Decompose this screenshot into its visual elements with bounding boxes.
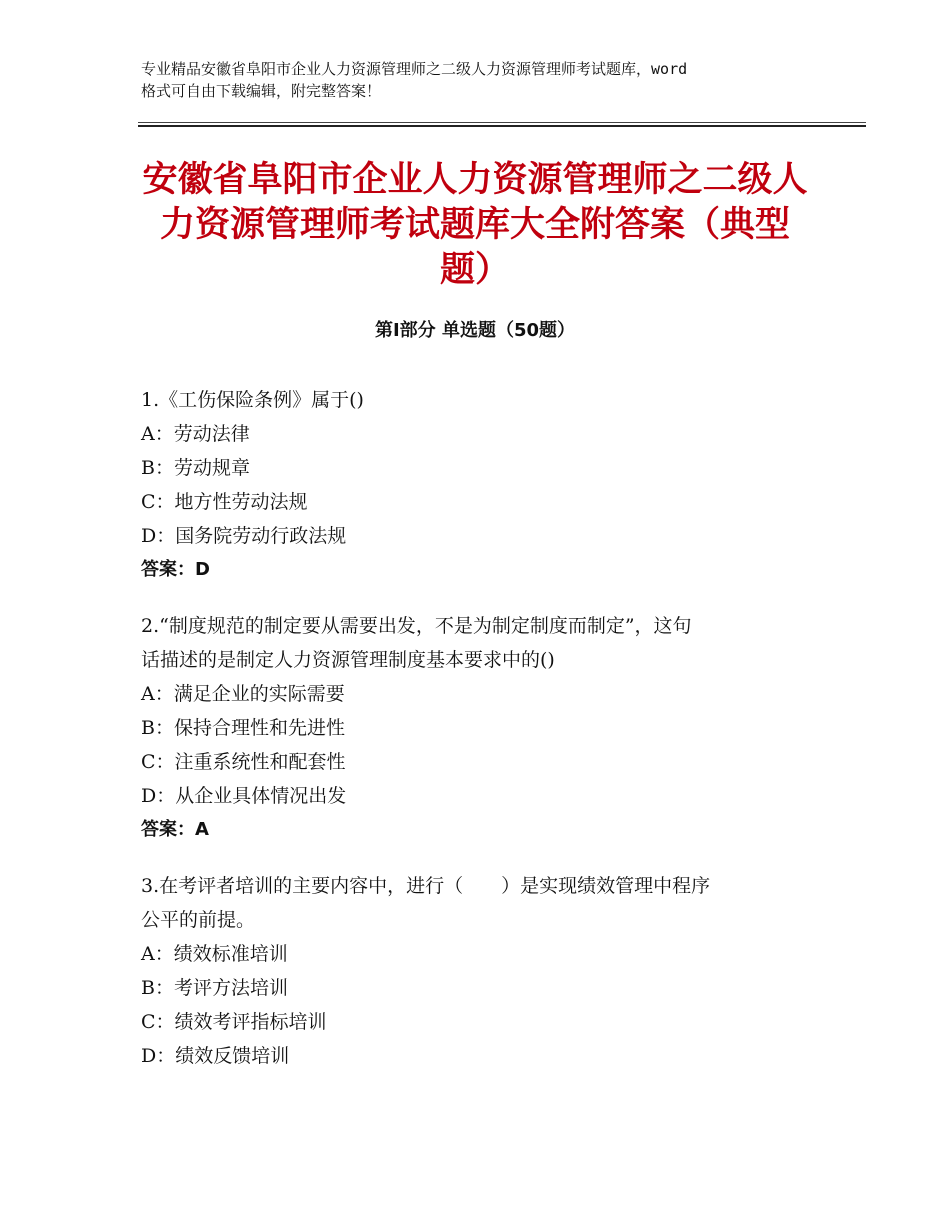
question-2-option-d: D：从企业具体情况出发	[141, 785, 347, 807]
question-2-text-line-2: 话描述的是制定人力资源管理制度基本要求中的()	[141, 649, 555, 671]
section-heading: 第Ⅰ部分 单选题（50题）	[374, 320, 575, 341]
question-3-option-c: C：绩效考评指标培训	[141, 1011, 327, 1033]
header-divider-thick	[138, 125, 866, 127]
header-divider-thin	[138, 122, 866, 123]
question-1-option-b: B：劳动规章	[141, 457, 250, 479]
document-title-line-2: 力资源管理师考试题库大全附答案（典型	[159, 205, 790, 245]
question-1-option-a: A：劳动法律	[141, 423, 250, 445]
question-3-option-d: D：绩效反馈培训	[141, 1045, 290, 1067]
document-title	[130, 158, 820, 293]
question-3-option-a: A：绩效标准培训	[141, 943, 288, 965]
header-note-line-2: 格式可自由下载编辑，附完整答案！	[141, 82, 382, 100]
question-3-text-line-2: 公平的前提。	[141, 909, 256, 931]
question-3-option-b: B：考评方法培训	[141, 977, 288, 999]
question-3	[141, 869, 821, 1073]
header-note-line-1: 专业精品安徽省阜阳市企业人力资源管理师之二级人力资源管理师考试题库，word	[141, 60, 688, 78]
question-2	[141, 609, 821, 847]
question-2-text-line-1: 2.“制度规范的制定要从需要出发，不是为制定制度而制定”，这句	[141, 615, 692, 637]
document-title-line-1: 安徽省阜阳市企业人力资源管理师之二级人	[142, 160, 808, 200]
question-1-text: 1.《工伤保险条例》属于()	[141, 389, 364, 411]
question-list	[141, 383, 821, 1095]
header-note	[141, 58, 821, 102]
question-1	[141, 383, 821, 587]
question-2-option-c: C：注重系统性和配套性	[141, 751, 346, 773]
question-2-option-b: B：保持合理性和先进性	[141, 717, 345, 739]
question-1-answer: 答案：D	[141, 559, 210, 580]
question-3-text-line-1: 3.在考评者培训的主要内容中，进行（ ）是实现绩效管理中程序	[141, 875, 711, 897]
question-2-option-a: A：满足企业的实际需要	[141, 683, 345, 705]
question-1-option-c: C：地方性劳动法规	[141, 491, 308, 513]
question-1-option-d: D：国务院劳动行政法规	[141, 525, 347, 547]
document-title-line-3: 题）	[439, 250, 510, 290]
question-2-answer: 答案：A	[141, 819, 209, 840]
